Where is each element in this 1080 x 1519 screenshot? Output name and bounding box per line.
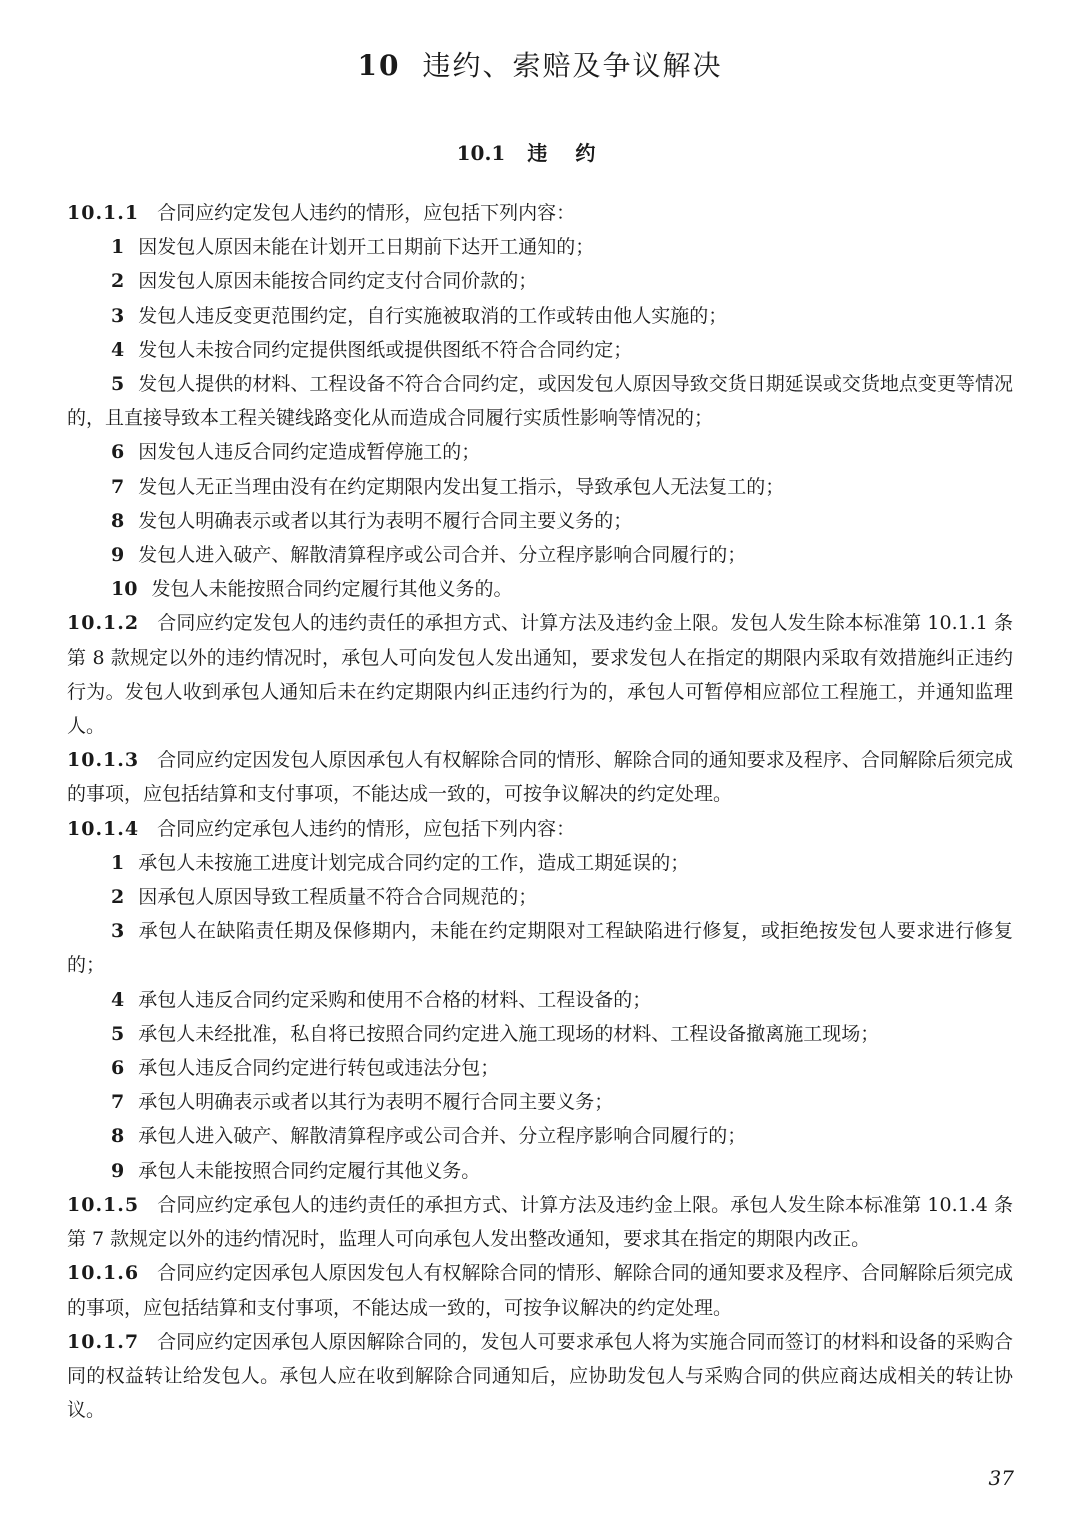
item-text: 因承包人原因导致工程质量不符合合同规范的； [138,886,538,909]
item-number: 8 [111,1125,125,1148]
item-text: 承包人在缺陷责任期及保修期内，未能在约定期限对工程缺陷进行修复，或拒绝按发包人要求进行修复的； [67,920,1013,977]
item-text: 承包人明确表示或者以其行为表明不履行合同主要义务； [138,1091,614,1114]
list-item [67,914,1013,982]
item-number: 7 [111,1091,125,1114]
item-text: 承包人未经批准，私自将已按照合同约定进入施工现场的材料、工程设备撤离施工现场； [138,1022,880,1045]
clause-text: 合同应约定发包人违约的情形，应包括下列内容： [157,202,576,224]
clause-10-1-2 [67,606,1013,743]
document-body [67,196,1013,1427]
list-item [67,470,1013,504]
item-text: 因发包人原因未能按合同约定支付合同价款的； [138,270,538,293]
list-item [67,264,1013,298]
item-text: 承包人未能按照合同约定履行其他义务。 [138,1159,481,1182]
item-text: 承包人未按施工进度计划完成合同约定的工作，造成工期延误的； [138,851,690,874]
item-number: 6 [111,1057,125,1080]
list-item [67,367,1013,435]
item-number: 4 [111,988,125,1011]
item-text: 发包人明确表示或者以其行为表明不履行合同主要义务的； [138,509,633,532]
item-number: 3 [111,920,125,943]
list-item [67,504,1013,538]
section-title [0,136,1080,170]
clause-number: 10.1.2 [67,612,140,635]
clause-text: 合同应约定因发包人原因承包人有权解除合同的情形、解除合同的通知要求及程序、合同解除后须完成的事项，应包括结算和支付事项，不能达成一致的，可按争议解决的约定处理。 [67,749,1013,806]
item-text: 发包人未能按照合同约定履行其他义务的。 [151,578,513,601]
clause-number: 10.1.5 [67,1193,140,1216]
list-item [67,983,1013,1017]
clause-text: 合同应约定因承包人原因解除合同的，发包人可要求承包人将为实施合同而签订的材料和设备的采购合同的权益转让给发包人。承包人应在收到解除合同通知后，应协助发包人与采购合同的供应商达成相关的转让协议。 [67,1330,1013,1422]
item-number: 5 [111,1022,125,1045]
clause-10-1-4 [67,812,1013,846]
clause-10-1-3 [67,743,1013,811]
item-number: 1 [111,236,125,259]
chapter-name: 违约、索赔及争议解决 [422,49,723,82]
item-number: 10 [111,578,138,601]
list-item [67,435,1013,469]
item-text: 因发包人违反合同约定造成暂停施工的； [138,441,481,464]
list-item [67,1017,1013,1051]
item-number: 2 [111,270,125,293]
clause-text: 合同应约定发包人的违约责任的承担方式、计算方法及违约金上限。发包人发生除本标准第 10.1.1 条第 8 款规定以外的违约情况时，承包人可向发包人发出通知，要求发包人在指定的期限内采取有效措施纠正违约行为。发包人收到承包人通知后未在约定期限内纠正违约行为的，承包人可暂停相应部位工程施工，并通知监理人。 [67,612,1013,738]
list-item [67,1051,1013,1085]
item-number: 5 [111,373,125,396]
item-text: 因发包人原因未能在计划开工日期前下达开工通知的； [138,236,595,259]
clause-10-1-1 [67,196,1013,230]
section-name: 违约 [527,141,624,165]
list-item [67,880,1013,914]
list-item [67,572,1013,606]
item-number: 9 [111,1159,125,1182]
item-number: 6 [111,441,125,464]
clause-number: 10.1.6 [67,1262,140,1285]
clause-text: 合同应约定承包人的违约责任的承担方式、计算方法及违约金上限。承包人发生除本标准第 10.1.4 条第 7 款规定以外的违约情况时，监理人可向承包人发出整改通知，要求其在指定的期限内改正。 [67,1193,1013,1251]
list-item [67,333,1013,367]
clause-text: 合同应约定因承包人原因发包人有权解除合同的情形、解除合同的通知要求及程序、合同解除后须完成的事项，应包括结算和支付事项，不能达成一致的，可按争议解决的约定处理。 [67,1262,1013,1319]
list-item [67,230,1013,264]
item-text: 承包人违反合同约定进行转包或违法分包； [138,1057,500,1080]
list-item [67,1119,1013,1153]
item-number: 7 [111,475,125,498]
item-number: 1 [111,851,125,874]
item-text: 承包人违反合同约定采购和使用不合格的材料、工程设备的； [138,988,652,1011]
list-item [67,846,1013,880]
list-item [67,538,1013,572]
item-text: 发包人提供的材料、工程设备不符合合同约定，或因发包人原因导致交货日期延误或交货地点变更等情况的，且直接导致本工程关键线路变化从而造成合同履行实质性影响等情况的； [67,373,1013,430]
chapter-number: 10 [357,49,401,82]
clause-text: 合同应约定承包人违约的情形，应包括下列内容： [157,817,576,840]
clause-number: 10.1.3 [67,749,140,772]
item-text: 发包人无正当理由没有在约定期限内发出复工指示，导致承包人无法复工的； [138,475,785,498]
clause-10-1-7 [67,1325,1013,1428]
item-number: 4 [111,338,125,361]
item-number: 3 [111,304,125,327]
item-text: 发包人未按合同约定提供图纸或提供图纸不符合合同约定； [138,338,633,361]
page-number: 37 [988,1466,1014,1490]
chapter-title [0,44,1080,88]
item-number: 9 [111,544,125,567]
list-item [67,299,1013,333]
clause-number: 10.1.1 [67,202,140,224]
item-number: 2 [111,886,125,909]
clause-number: 10.1.7 [67,1330,140,1353]
clause-number: 10.1.4 [67,817,140,840]
list-item [67,1154,1013,1188]
clause-10-1-5 [67,1188,1013,1256]
item-text: 发包人进入破产、解散清算程序或公司合并、分立程序影响合同履行的； [138,544,747,567]
item-number: 8 [111,509,125,532]
clause-10-1-6 [67,1256,1013,1324]
list-item [67,1085,1013,1119]
item-text: 发包人违反变更范围约定，自行实施被取消的工作或转由他人实施的； [138,304,728,327]
section-number: 10.1 [456,141,506,165]
item-text: 承包人进入破产、解散清算程序或公司合并、分立程序影响合同履行的； [138,1125,747,1148]
